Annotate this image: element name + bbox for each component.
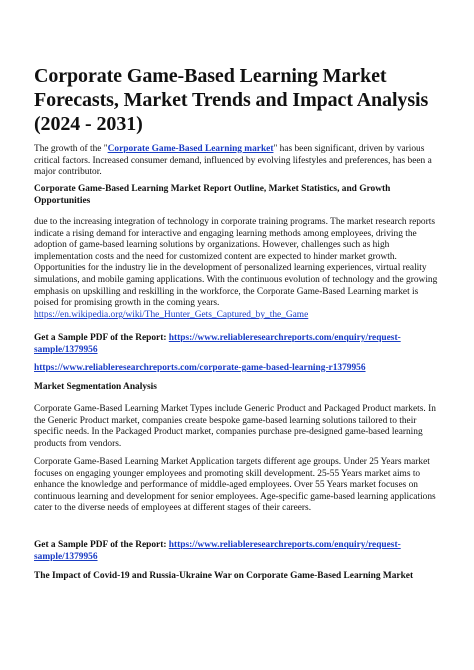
report-link-line bbox=[34, 363, 442, 375]
wiki-link[interactable]: https://en.wikipedia.org/wiki/The_Hunter_Gets_Captured_by_the_Game bbox=[34, 310, 309, 320]
intro-prefix: The growth of the " bbox=[34, 144, 108, 154]
sample-link[interactable]: https://www.reliableresearchreports.com/enquiry/request-sample/1379956 bbox=[34, 333, 401, 355]
application-paragraph: Corporate Game-Based Learning Market Application targets different age groups. Under 25 Years market focuses on engaging younger employees and promoting skill development. 25-55 Years market aims to enhance the knowledge and performance of middle-aged employees. Over 55 Years market focuses on continuous learning and development for senior employees. Age-specific game-based learning applications cater to the diverse needs of employees at different stages of their careers. bbox=[34, 457, 436, 514]
sample-pdf-line bbox=[34, 333, 442, 356]
intro-paragraph bbox=[34, 144, 442, 179]
sample-label-2: Get a Sample PDF of the Report: bbox=[34, 540, 169, 550]
intro-suffix: " has been significant, driven by various critical factors. Increased consumer demand, influenced by evolving lifestyles and preferences, has been a major contributor. bbox=[34, 144, 432, 178]
wiki-link-line bbox=[34, 310, 442, 322]
market-link[interactable]: Corporate Game-Based Learning market bbox=[107, 144, 274, 154]
types-paragraph: Corporate Game-Based Learning Market Types include Generic Product and Packaged Product markets. In the Generic Product market, companies create bespoke game-based learning solutions tailored to their specific needs. In the Packaged Product market, companies purchase pre-designed game-based learning products from vendors. bbox=[34, 404, 436, 449]
sample-label: Get a Sample PDF of the Report: bbox=[34, 333, 169, 343]
sample-pdf-line-2 bbox=[34, 540, 442, 563]
segmentation-heading: Market Segmentation Analysis bbox=[34, 382, 157, 392]
outline-paragraph: due to the increasing integration of technology in corporate training programs. The market research reports indicate a rising demand for interactive and engaging learning methods among employees, driving the adoption of game-based learning solutions by organizations. However, challenges such as high implementation costs and the need for customized content are expected to hinder market growth. Opportunities for the industry lie in the development of personalized learning experiences, virtual reality simulations, and mobile gaming applications. With the continuous evolution of technology and the growing emphasis on upskilling and reskilling in the workforce, the Corporate Game-Based Learning market is poised for promising growth in the coming years. bbox=[34, 217, 438, 309]
impact-heading: The Impact of Covid-19 and Russia-Ukraine War on Corporate Game-Based Learning Market bbox=[34, 571, 414, 581]
report-link[interactable]: https://www.reliableresearchreports.com/corporate-game-based-learning-r1379956 bbox=[34, 363, 366, 373]
page-title: Corporate Game-Based Learning Market Forecasts, Market Trends and Impact Analysis (2024 - 2031) bbox=[34, 65, 429, 135]
sample-link-2[interactable]: https://www.reliableresearchreports.com/enquiry/request-sample/1379956 bbox=[34, 540, 401, 562]
outline-heading: Corporate Game-Based Learning Market Report Outline, Market Statistics, and Growth Opportunities bbox=[34, 184, 391, 206]
